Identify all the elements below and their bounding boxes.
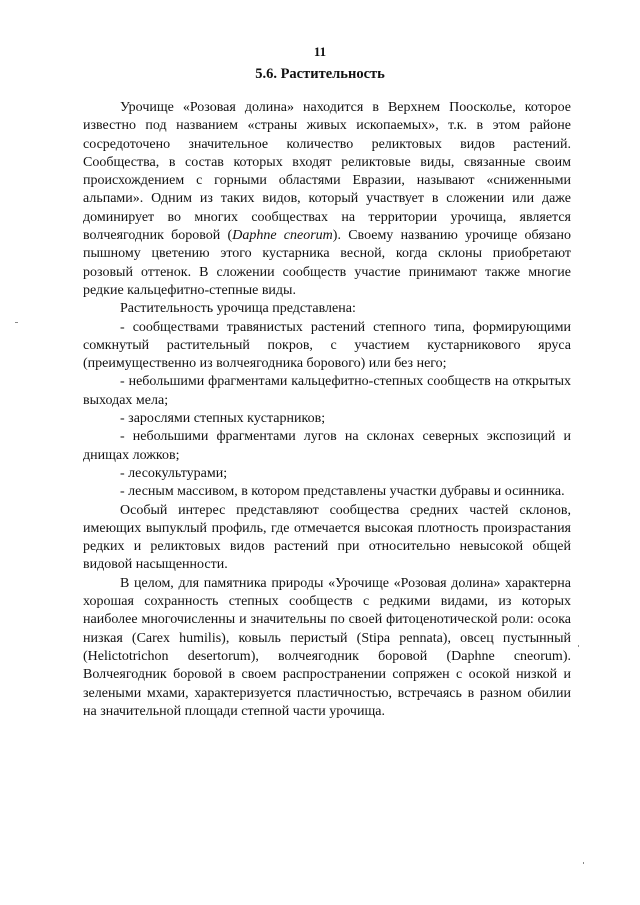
paragraph-list-intro: Растительность урочища представлена:	[120, 301, 356, 317]
section-title: 5.6. Растительность	[255, 66, 385, 82]
species-name-italic: Daphne cneorum	[232, 228, 333, 244]
paragraph-special-interest: Особый интерес представляют сообщества средних частей склонов, имеющих выпуклый профиль, где отмечается высокая плотность произрастания редких и реликтовых видов растений при относительно невысокой общей видовой насыщенности.	[83, 502, 571, 573]
scan-speck	[583, 862, 584, 864]
list-item: - лесокультурами;	[120, 465, 228, 481]
list-item: - зарослями степных кустарников;	[120, 411, 326, 427]
list-item: - лесным массивом, в котором представлены участки дубравы и осинника.	[120, 484, 565, 500]
paragraph-conclusion: В целом, для памятника природы «Урочище «Розовая долина» характерна хорошая сохранность степных сообществ с редкими видами, из которых наиболее многочисленны и значительны по своей фитоценотической роли: осока низкая (Carex humilis), ковыль перистый (Stipa pennata), овсец пустынный (Helictotrichon desertorum), волчеягодник боровой (Daphne cneorum). Волчеягодник боровой в своем распространении сопряжен с осокой низкой и зелеными мхами, характеризуется пластичностью, встречаясь в разном обилии на значительной площади степной части урочища.	[83, 575, 571, 719]
paragraph-intro	[83, 99, 571, 300]
paragraph-intro-part-2: ). Своему названию урочище обязано пышному цветению этого кустарника весной, когда склоны приобретают розовый оттенок. В сложении сообществ участие принимают также многие редкие кальцефитно-степные виды.	[83, 228, 572, 298]
list-item: - сообществами травянистых растений степного типа, формирующими сомкнутый растительный покров, с участием кустарникового яруса (преимущественно из волчеягодника борового) или без него;	[83, 319, 571, 372]
list-item: - небольшими фрагментами лугов на склонах северных экспозиций и днищах ложков;	[83, 429, 571, 463]
scan-speck	[578, 645, 579, 647]
list-item: - небольшими фрагментами кальцефитно-степных сообществ на открытых выходах мела;	[83, 374, 571, 408]
page-number: 11	[313, 44, 327, 59]
body-text	[83, 99, 571, 721]
scan-speck	[15, 322, 18, 323]
paragraph-intro-part-1: Урочище «Розовая долина» находится в Верхнем Поосколье, которое известно под названием «страны живых ископаемых», т.к. в этом районе сосредоточено значительное количество реликтовых видов растений. Сообщества, в состав которых входят реликтовые виды, связанные своим происхождением с горными областями Евразии, называют «сниженными альпами». Одним из таких видов, который участвует в сложении или даже доминирует во многих сообществах на территории урочища, является волчеягодник боровой (	[83, 100, 571, 244]
